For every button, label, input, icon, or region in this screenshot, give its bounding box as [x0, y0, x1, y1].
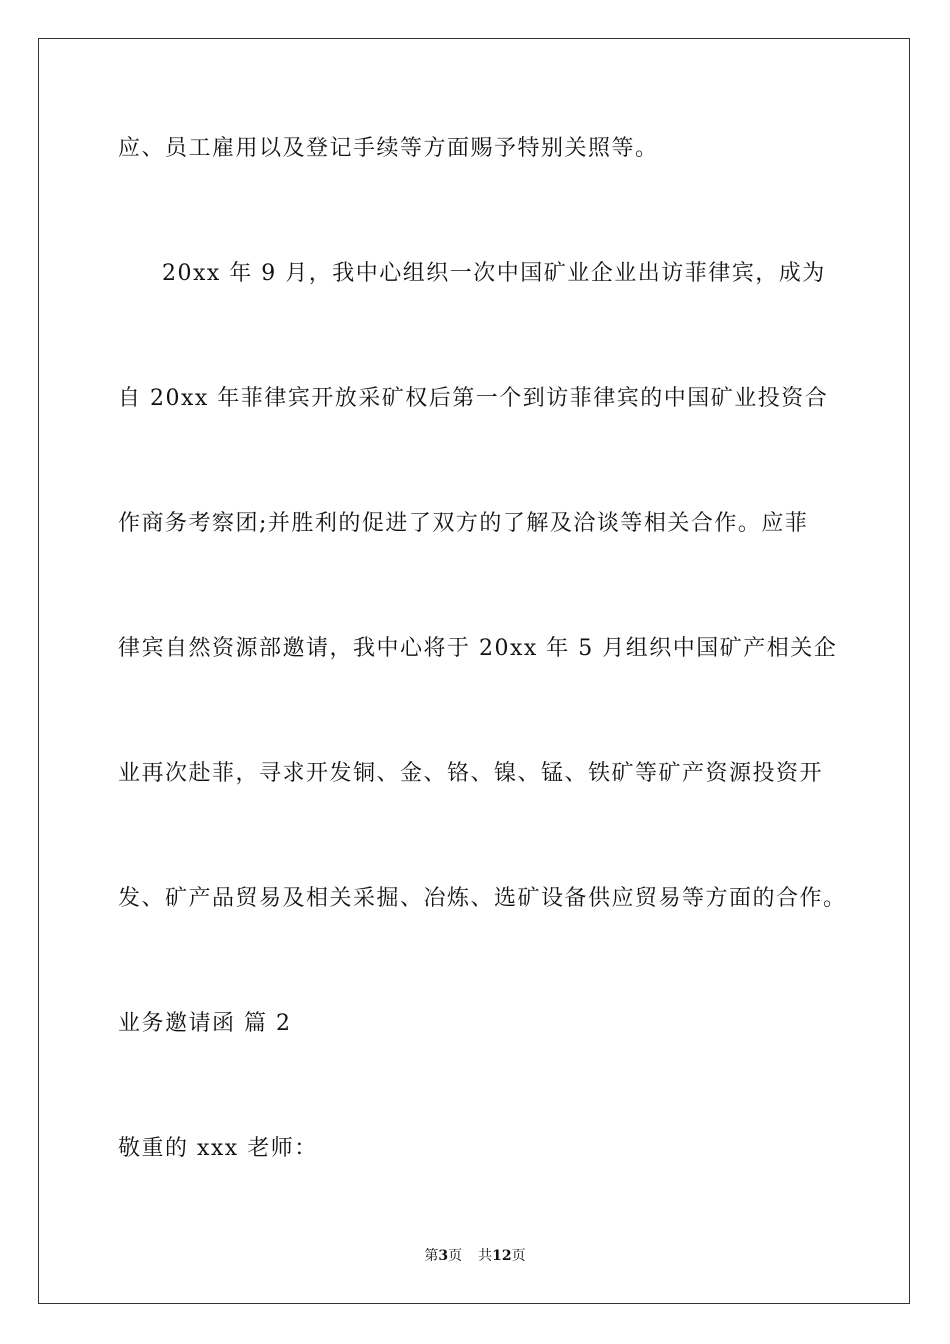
body-text-line-4: 作商务考察团;并胜利的促进了双方的了解及洽谈等相关合作。应菲 [118, 511, 809, 536]
total-prefix: 共 [478, 1248, 493, 1264]
page-suffix: 页 [448, 1248, 463, 1264]
total-suffix: 页 [511, 1248, 526, 1264]
body-text-line-1: 应、员工雇用以及登记手续等方面赐予特别关照等。 [118, 136, 659, 161]
page-border [38, 38, 910, 1304]
page-number: 3 [438, 1248, 449, 1264]
salutation: 敬重的 xxx 老师： [118, 1136, 318, 1161]
page-footer [0, 1247, 950, 1265]
page-prefix: 第 [424, 1248, 439, 1264]
body-text-line-5: 律宾自然资源部邀请，我中心将于 20xx 年 5 月组织中国矿产相关企 [118, 636, 838, 661]
total-pages: 12 [492, 1248, 512, 1264]
body-text-line-6: 业再次赴菲，寻求开发铜、金、铬、镍、锰、铁矿等矿产资源投资开 [118, 761, 824, 786]
body-text-line-3: 自 20xx 年菲律宾开放采矿权后第一个到访菲律宾的中国矿业投资合 [118, 386, 829, 411]
section-heading: 业务邀请函 篇 2 [118, 1011, 292, 1036]
body-text-line-2: 20xx 年 9 月，我中心组织一次中国矿业企业出访菲律宾，成为 [162, 261, 826, 286]
body-text-line-7: 发、矿产品贸易及相关采掘、冶炼、选矿设备供应贸易等方面的合作。 [118, 886, 847, 911]
